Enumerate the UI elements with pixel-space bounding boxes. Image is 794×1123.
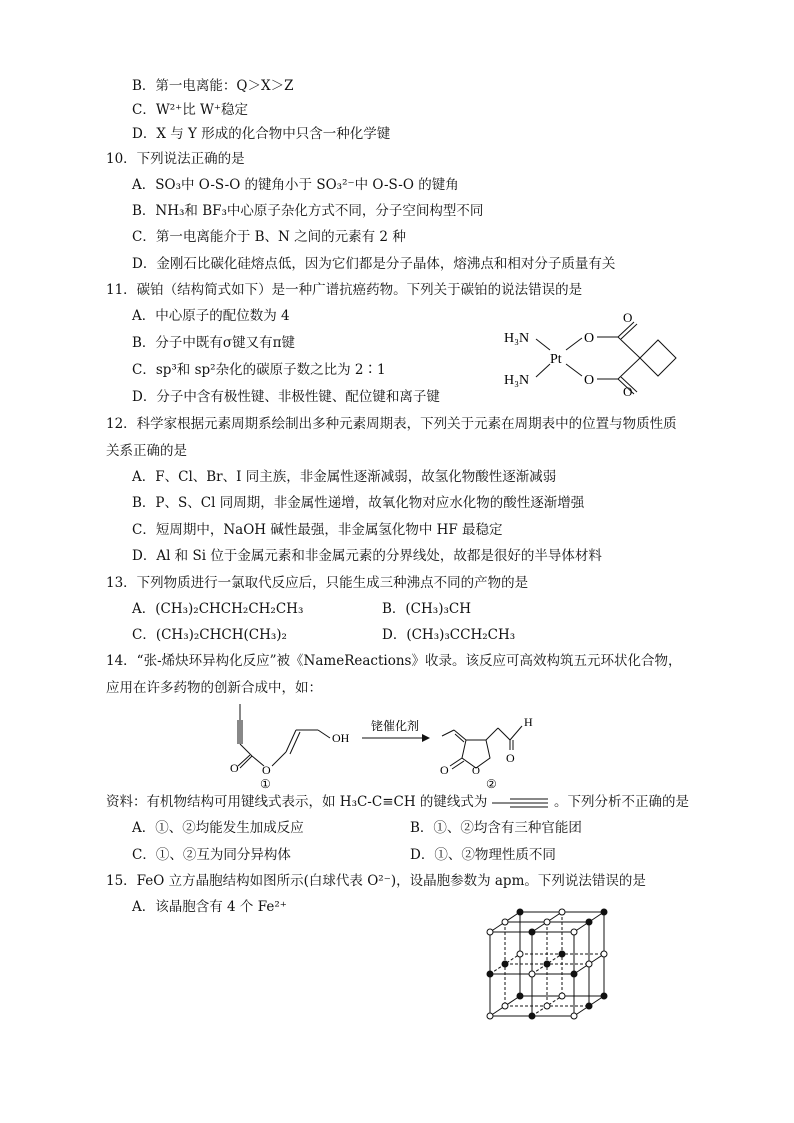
compound2-ring-o: O — [472, 765, 480, 777]
h3n-top-label: H₃N — [504, 331, 530, 346]
q13-option-a: A．(CH₃)₂CHCH₂CH₂CH₃ — [132, 601, 304, 617]
q15-stem: 15．FeO 立方晶胞结构如图所示(白球代表 O²⁻)，设晶胞参数为 apm。下列说法错误的是 — [106, 873, 646, 889]
q11-stem: 11．碳铂（结构简式如下）是一种广谱抗癌药物。下列关于碳铂的说法错误的是 — [106, 282, 583, 298]
pt-label: Pt — [550, 352, 562, 367]
q13-option-b: B．(CH₃)₃CH — [382, 601, 471, 617]
o-bottom-carbonyl: O — [623, 384, 633, 396]
feo-unit-cell-diagram — [484, 906, 614, 1026]
q12-option-c: C．短周期中，NaOH 碱性最强，非金属氢化物中 HF 最稳定 — [132, 522, 503, 538]
q12-option-d: D．Al 和 Si 位于金属元素和非金属元素的分界线处，故都是很好的半导体材料 — [132, 548, 602, 564]
q15-option-a: A．该晶胞含有 4 个 Fe²⁺ — [132, 899, 287, 915]
compound2-aldehyde-h: H — [524, 715, 533, 729]
q10-option-c: C．第一电离能介于 B、N 之间的元素有 2 种 — [132, 229, 406, 245]
compound2-label: ② — [486, 777, 497, 790]
q9-option-b: B．第一电离能：Q＞X＞Z — [132, 78, 294, 94]
o-top-carbonyl: O — [623, 310, 633, 325]
compound2-carbonyl-o: O — [440, 763, 449, 777]
q12-stem-line1: 12．科学家根据元素周期系绘制出多种元素周期表，下列关于元素在周期表中的位置与物质性质 — [106, 416, 677, 432]
q14-option-b: B．①、②均含有三种官能团 — [410, 820, 582, 836]
q11-option-c: C．sp³和 sp²杂化的碳原子数之比为 2∶1 — [132, 362, 386, 378]
q11-option-b: B．分子中既有σ键又有π键 — [132, 335, 296, 351]
q14-option-c: C．①、②互为同分异构体 — [132, 847, 291, 863]
q13-stem: 13．下列物质进行一氯取代反应后，只能生成三种沸点不同的产物的是 — [106, 575, 529, 591]
q14-note-end: 。下列分析不正确的是 — [554, 794, 689, 810]
o-top-ring: O — [584, 331, 595, 346]
compound1-label: ① — [260, 777, 271, 790]
propyne-bond-line-icon — [492, 797, 550, 809]
compound1-carbonyl-o: O — [230, 761, 239, 775]
q14-stem-line2: 应用在许多药物的创新合成中，如： — [106, 680, 322, 696]
q10-stem: 10．下列说法正确的是 — [106, 151, 245, 167]
q11-option-a: A．中心原子的配位数为 4 — [132, 308, 290, 324]
q10-option-a: A．SO₃中 O-S-O 的键角小于 SO₃²⁻中 O-S-O 的键角 — [132, 177, 459, 193]
q13-option-d: D．(CH₃)₃CCH₂CH₃ — [382, 627, 516, 643]
o-bottom-ring: O — [584, 373, 595, 388]
catalyst-label: 铑催化剂 — [371, 719, 420, 733]
q9-option-d: D．X 与 Y 形成的化合物中只含一种化学键 — [132, 126, 391, 142]
q10-option-b: B．NH₃和 BF₃中心原子杂化方式不同，分子空间构型不同 — [132, 203, 484, 219]
compound1-ether-o: O — [262, 763, 271, 777]
q11-option-d: D．分子中含有极性键、非极性键、配位键和离子键 — [132, 389, 440, 405]
q14-stem-line1: 14．“张-烯炔环异构化反应”被《NameReactions》收录。该反应可高效构筑五元环状化合物， — [106, 653, 682, 669]
q14-option-d: D．①、②物理性质不同 — [410, 847, 556, 863]
q13-option-c: C．(CH₃)₂CHCH(CH₃)₂ — [132, 627, 287, 643]
carboplatin-structure — [500, 308, 700, 396]
q12-option-b: B．P、S、Cl 同周期，非金属性递增，故氧化物对应水化物的酸性逐渐增强 — [132, 495, 585, 511]
q9-option-c: C．W²⁺比 W⁺稳定 — [132, 102, 249, 118]
q10-option-d: D．金刚石比碳化硅熔点低，因为它们都是分子晶体，熔沸点和相对分子质量有关 — [132, 256, 616, 272]
compound2-aldehyde-o: O — [506, 751, 515, 765]
compound1-oh: OH — [332, 731, 350, 745]
q14-option-a: A．①、②均能发生加成反应 — [132, 820, 304, 836]
q12-option-a: A．F、Cl、Br、I 同主族，非金属性逐渐减弱，故氢化物酸性逐渐减弱 — [132, 469, 557, 485]
enyne-reaction-scheme — [228, 700, 578, 790]
q14-note-text: 资料：有机物结构可用键线式表示，如 H₃C-C≡CH 的键线式为 — [106, 794, 488, 810]
h3n-bottom-label: H₃N — [504, 373, 530, 388]
q14-note — [106, 792, 689, 812]
q12-stem-line2: 关系正确的是 — [106, 443, 187, 459]
